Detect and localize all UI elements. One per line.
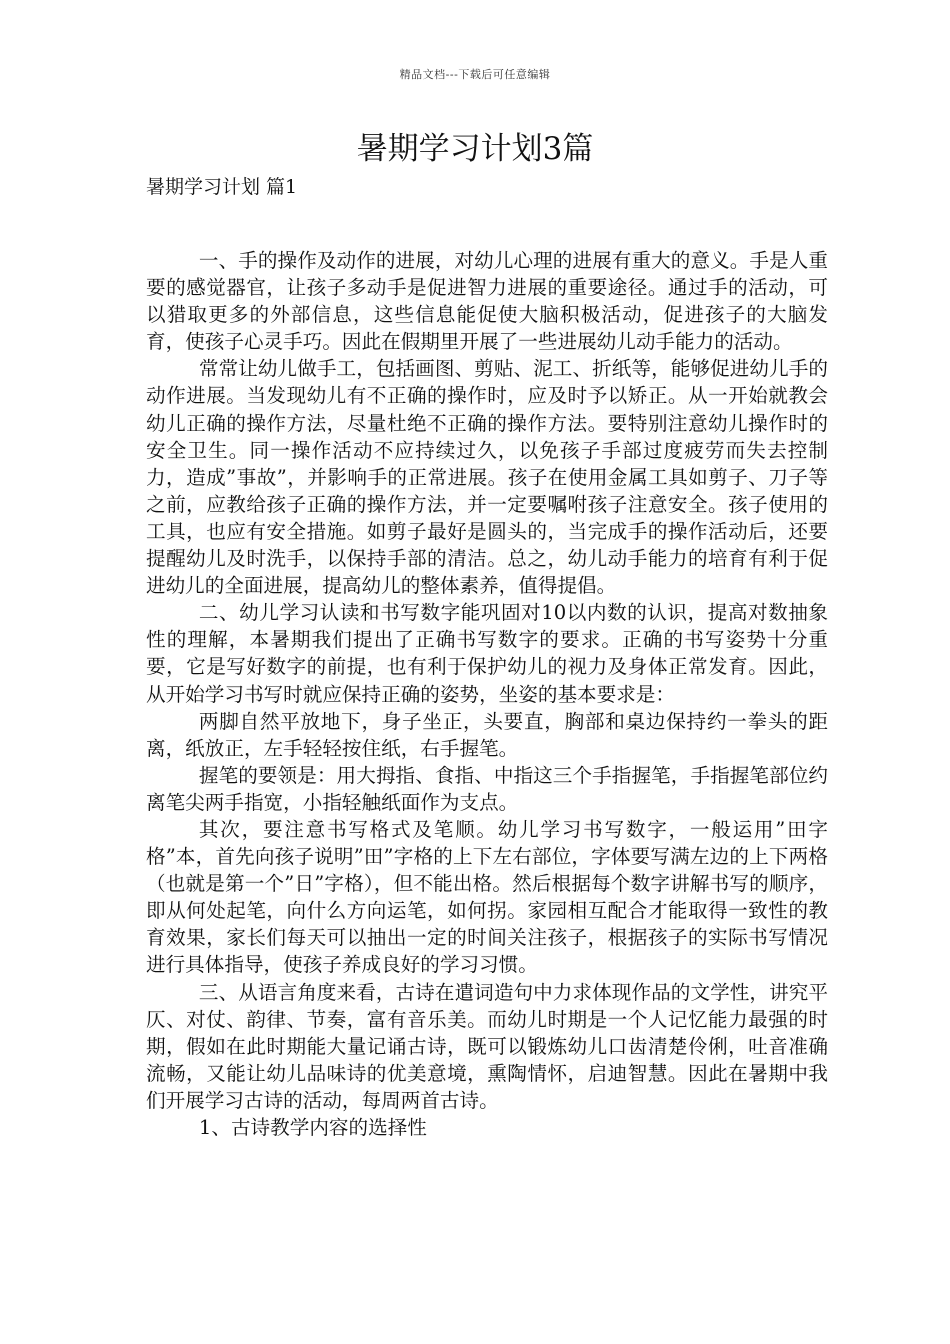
paragraph: 常常让幼儿做手工，包括画图、剪贴、泥工、折纸等，能够促进幼儿手的动作进展。当发现幼儿有不正确的操作时，应及时予以矫正。从一开始就教会幼儿正确的操作方法，尽量杜绝不正确的操作方法。要特别注意幼儿操作时的安全卫生。同一操作活动不应持续过久，以免孩子手部过度疲劳而失去控制力，造成”事故”，并影响手的正常进展。孩子在使用金属工具如剪子、刀子等之前，应教给孩子正确的操作方法，并一定要嘱咐孩子注意安全。孩子使用的工具，也应有安全措施。如剪子最好是圆头的，当完成手的操作活动后，还要提醒幼儿及时洗手，以保持手部的清洁。总之，幼儿动手能力的培育有利于促进幼儿的全面进展，提高幼儿的整体素养，值得提倡。 <box>146 357 828 598</box>
page-header: 精品文档---下载后可任意编辑 <box>399 68 551 81</box>
paragraph: 二、幼儿学习认读和书写数字能巩固对10以内数的认识，提高对数抽象性的理解，本暑期我们提出了正确书写数字的要求。正确的书写姿势十分重要，它是写好数字的前提，也有利于保护幼儿的视力及身体正常发育。因此，从开始学习书写时就应保持正确的姿势，坐姿的基本要求是： <box>146 601 828 706</box>
section-subtitle: 暑期学习计划 篇1 <box>146 176 298 198</box>
paragraph: 两脚自然平放地下，身子坐正，头要直，胸部和桌边保持约一拳头的距离，纸放正，左手轻轻按住纸，右手握笔。 <box>146 709 828 760</box>
document-title: 暑期学习计划3篇 <box>356 131 594 167</box>
paragraph: 其次，要注意书写格式及笔顺。幼儿学习书写数字，一般运用”田字格”本，首先向孩子说明”田”字格的上下左右部位，字体要写满左边的上下两格（也就是第一个”日”字格），但不能出格。然后根据每个数字讲解书写的顺序，即从何处起笔，向什么方向运笔，如何拐。家园相互配合才能取得一致性的教育效果，家长们每天可以抽出一定的时间关注孩子，根据孩子的实际书写情况进行具体指导，使孩子养成良好的学习习惯。 <box>146 817 828 977</box>
paragraph: 握笔的要领是：用大拇指、食指、中指这三个手指握笔，手指握笔部位约离笔尖两手指宽，小指轻触纸面作为支点。 <box>146 763 828 814</box>
document-body <box>146 247 828 1141</box>
paragraph: 三、从语言角度来看，古诗在遣词造句中力求体现作品的文学性，讲究平仄、对仗、韵律、节奏，富有音乐美。而幼儿时期是一个人记忆能力最强的时期，假如在此时期能大量记诵古诗，既可以锻炼幼儿口齿清楚伶俐，吐音准确流畅，又能让幼儿品味诗的优美意境，熏陶情怀，启迪智慧。因此在暑期中我们开展学习古诗的活动，每周两首古诗。 <box>146 980 828 1112</box>
paragraph: 1、古诗教学内容的选择性 <box>198 1116 427 1139</box>
paragraph: 一、手的操作及动作的进展，对幼儿心理的进展有重大的意义。手是人重要的感觉器官，让孩子多动手是促进智力进展的重要途径。通过手的活动，可以猎取更多的外部信息，这些信息能促使大脑积极活动，促进孩子的大脑发育，使孩子心灵手巧。因此在假期里开展了一些进展幼儿动手能力的活动。 <box>146 249 828 354</box>
